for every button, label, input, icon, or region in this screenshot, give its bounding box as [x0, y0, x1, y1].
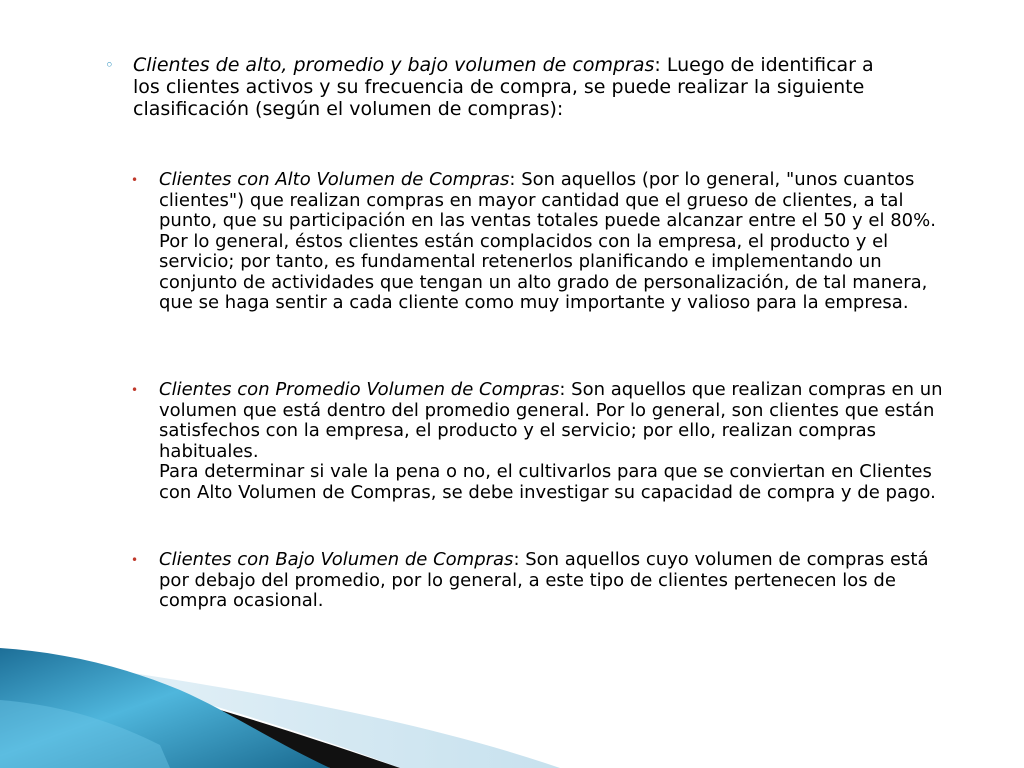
dot-bullet-icon: •: [131, 383, 139, 397]
item-text: : Son aquellos cuyo volumen de compras está por debajo del promedio, por lo general, a este tipo de clientes pertenecen los de compra ocasional.: [159, 549, 929, 611]
bullet-level2-promedio: [131, 379, 964, 503]
item-title: Clientes con Bajo Volumen de Compras: [159, 549, 514, 570]
item-text: : Luego de identificar a los clientes activos y su frecuencia de compra, se puede realizar la siguiente clasificación (según el volumen de compras):: [133, 54, 874, 120]
hollow-bullet-icon: ◦: [105, 56, 114, 74]
item-text: : Son aquellos (por lo general, "unos cuantos clientes") que realizan compras en mayor cantidad que el grueso de clientes, a tal punto, que su participación en las ventas totales puede alcanzar entre el 50 y el 80%. Por lo general, éstos clientes están complacidos con la empresa, el producto y el servicio; por tanto, es fundamental retenerlos planificando e implementando un conjunto de actividades que tengan un alto grado de personalización, de tal manera, que se haga sentir a cada cliente como muy importante y valioso para la empresa.: [159, 169, 936, 313]
item-title: Clientes de alto, promedio y bajo volumen de compras: [133, 54, 655, 76]
item-text: : Son aquellos que realizan compras en un volumen que está dentro del promedio general. Por lo general, son clientes que están satisfechos con la empresa, el producto y el servicio; por ello, realizan compras habituales.: [159, 379, 943, 462]
item-text-continued: Para determinar si vale la pena o no, el cultivarlos para que se conviertan en Clientes con Alto Volumen de Compras, se debe investigar su capacidad de compra y de pago.: [159, 461, 936, 503]
item-title: Clientes con Promedio Volumen de Compras: [159, 379, 560, 400]
item-title: Clientes con Alto Volumen de Compras: [159, 169, 510, 190]
bullet-level2-alto: [131, 169, 964, 314]
bullet-level2-bajo: [131, 549, 964, 612]
dot-bullet-icon: •: [131, 173, 139, 187]
dot-bullet-icon: •: [131, 553, 139, 567]
bullet-level1-volumen: [105, 54, 903, 120]
